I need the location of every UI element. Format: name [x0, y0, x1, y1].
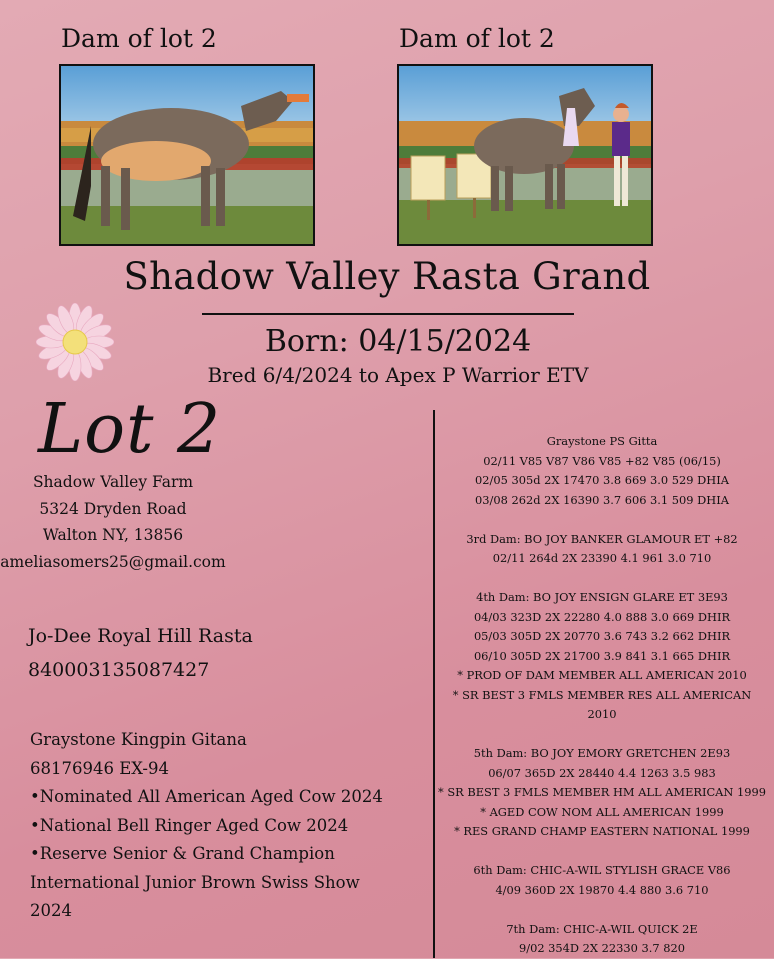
column-divider	[433, 410, 435, 958]
pedigree-line: 4/09 360D 2X 19870 4.4 880 3.6 710	[495, 882, 709, 897]
dam-name: Graystone Kingpin Gitana	[30, 730, 247, 749]
page-title: Shadow Valley Rasta Grand	[123, 255, 651, 298]
pedigree-line: 03/08 262d 2X 16390 3.7 606 3.1 509 DHIA	[475, 492, 729, 507]
pedigree-block-5th-dam	[437, 744, 767, 842]
pedigree-line: * AGED COW NOM ALL AMERICAN 1999	[480, 804, 724, 819]
pedigree-block-dam	[437, 432, 767, 510]
photo-label-right: Dam of lot 2	[399, 24, 555, 53]
pedigree-line: * RES GRAND CHAMP EASTERN NATIONAL 1999	[454, 824, 750, 838]
pedigree-block-6th-dam	[437, 861, 767, 900]
dam-honor: 2024	[30, 901, 72, 920]
pedigree-block-7th-dam	[437, 920, 767, 959]
pedigree-line: 05/03 305D 2X 20770 3.6 743 3.2 662 DHIR	[473, 629, 731, 643]
lot-number: Lot 2	[38, 390, 222, 469]
dam-honor: •National Bell Ringer Aged Cow 2024	[30, 815, 349, 835]
bred-info: Bred 6/4/2024 to Apex P Warrior ETV	[207, 363, 589, 387]
pedigree-line: 02/11 264d 2X 23390 4.1 961 3.0 710	[492, 551, 712, 565]
farm-email: ameliasomers25@gmail.com	[0, 552, 226, 571]
pedigree-line: 02/05 305d 2X 17470 3.8 669 3.0 529 DHIA	[475, 473, 729, 487]
pedigree-line: * PROD OF DAM MEMBER ALL AMERICAN 2010	[457, 668, 747, 682]
title-underline	[202, 313, 574, 315]
dam-id: 68176946 EX-94	[30, 758, 170, 778]
dam-info	[30, 726, 410, 926]
dam-honor: •Nominated All American Aged Cow 2024	[30, 787, 383, 806]
pedigree-line: 02/11 V85 V87 V86 V85 +82 V85 (06/15)	[483, 453, 721, 468]
pedigree-line: * SR BEST 3 FMLS MEMBER HM ALL AMERICAN 1999	[438, 785, 766, 799]
pedigree-line: 9/02 354D 2X 22330 3.7 820	[518, 941, 685, 955]
pedigree-block-3rd-dam	[437, 530, 767, 569]
pedigree-line: 6th Dam: CHIC-A-WIL STYLISH GRACE V86	[473, 863, 731, 877]
sire-name: Jo-Dee Royal Hill Rasta	[28, 625, 253, 647]
born-date: Born: 04/15/2024	[264, 324, 532, 359]
cow-photo-right	[397, 64, 653, 246]
sire-info	[28, 619, 253, 687]
pedigree-column	[437, 432, 767, 959]
pedigree-line: 5th Dam: BO JOY EMORY GRETCHEN 2E93	[473, 746, 731, 760]
cow-with-handler-image	[399, 66, 651, 244]
farm-contact	[0, 469, 226, 575]
photo-label-left: Dam of lot 2	[61, 24, 217, 53]
pedigree-line: 7th Dam: CHIC-A-WIL QUICK 2E	[506, 921, 698, 936]
cow-side-view-image	[61, 66, 313, 244]
pedigree-line: 3rd Dam: BO JOY BANKER GLAMOUR ET +82	[466, 531, 738, 546]
pedigree-line: * SR BEST 3 FMLS MEMBER RES ALL AMERICAN 2010	[452, 687, 752, 721]
pedigree-line: 4th Dam: BO JOY ENSIGN GLARE ET 3E93	[476, 590, 728, 604]
dam-honor: International Junior Brown Swiss Show	[30, 872, 360, 892]
farm-street: 5324 Dryden Road	[39, 499, 187, 518]
pedigree-line: Graystone PS Gitta	[546, 434, 658, 448]
sire-id: 840003135087427	[28, 659, 210, 681]
cow-photo-left	[59, 64, 315, 246]
pedigree-line: 06/10 305D 2X 21700 3.9 841 3.1 665 DHIR	[473, 648, 731, 663]
pedigree-block-4th-dam	[437, 588, 767, 725]
farm-city: Walton NY, 13856	[42, 526, 184, 544]
dam-honor: •Reserve Senior & Grand Champion	[30, 844, 335, 863]
pedigree-line: 06/07 365D 2X 28440 4.4 1263 3.5 983	[488, 765, 716, 780]
farm-name: Shadow Valley Farm	[32, 473, 194, 491]
pedigree-line: 04/03 323D 2X 22280 4.0 888 3.0 669 DHIR	[473, 609, 731, 624]
